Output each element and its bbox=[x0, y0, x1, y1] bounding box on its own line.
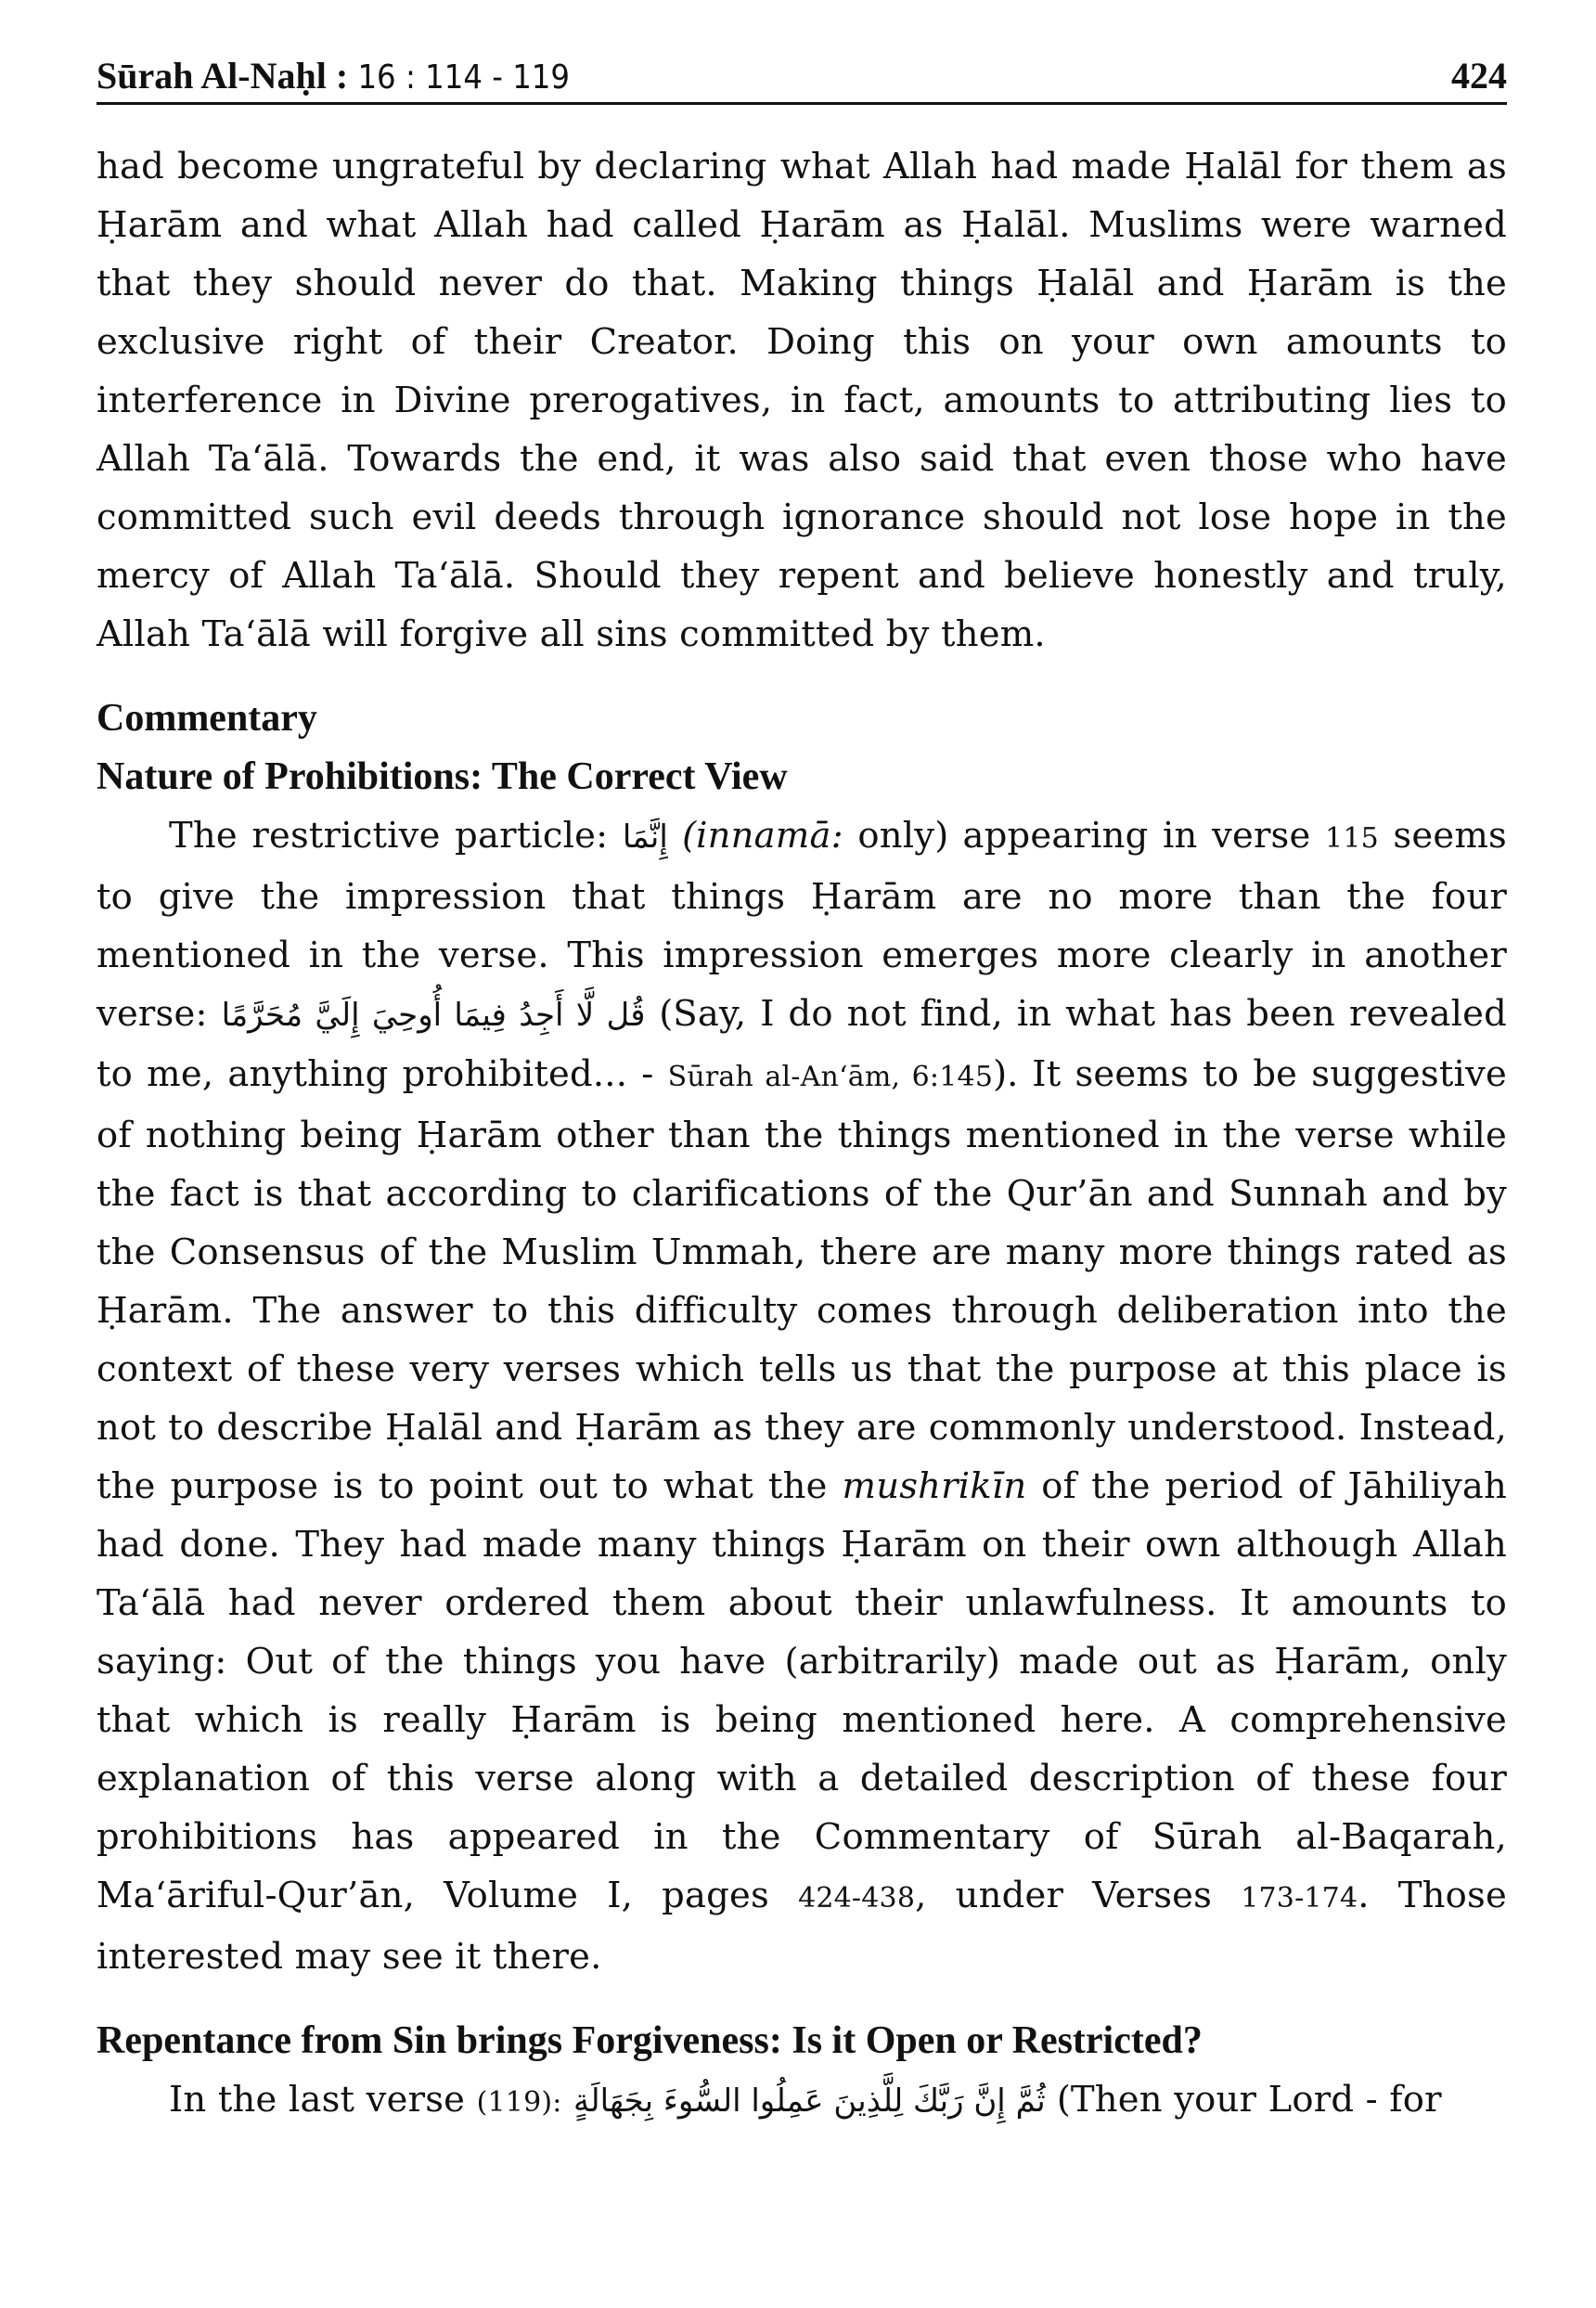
verse-number: (119): bbox=[476, 2086, 562, 2119]
heading-commentary: Commentary bbox=[97, 697, 317, 740]
verse-number: 115 bbox=[1325, 822, 1379, 855]
verse-range-ref: 173-174 bbox=[1241, 1882, 1358, 1915]
page-range: 424-438 bbox=[798, 1882, 916, 1915]
arabic-verse-119: ثُمَّ إِنَّ رَبَّكَ لِلَّذِينَ عَمِلُوا السُّوءَ بِجَهَالَةٍ bbox=[573, 2082, 1046, 2120]
reference-anam: Sūrah al-An‘ām, 6:145 bbox=[667, 1061, 994, 1093]
paragraph-repentance: In the last verse (119): ثُمَّ إِنَّ رَبَّكَ لِلَّذِينَ عَمِلُوا السُّوءَ بِجَهَالَةٍ (Then your Lord - for bbox=[169, 2079, 1442, 2121]
spacer bbox=[97, 1986, 1507, 2012]
arabic-innama: إِنَّمَا bbox=[622, 819, 668, 856]
surah-title: Sūrah Al-Naḥl : bbox=[97, 55, 349, 97]
heading-repentance: Repentance from Sin brings Forgiveness: Is it Open or Restricted? bbox=[97, 2019, 1203, 2062]
page-body bbox=[97, 137, 1507, 2132]
italic-mushrikin: mushrikīn bbox=[842, 1465, 1027, 1507]
paragraph-intro: had become ungrateful by declaring what Allah had made Ḥalāl for them as Ḥarām and what Allah had called Ḥarām as Ḥalāl. Muslims were warned that they should never do that. Making things Ḥalāl and Ḥarām is the exclusive right of their Creator. Doing this on your own amounts to interference in Divine prerogatives, in fact, amounts to attributing lies to Allah Ta‘ālā. Towards the end, it was also said that even those who have committed such evil deeds through ignorance should not lose hope in the mercy of Allah Ta‘ālā. Should they repent and believe honestly and truly, Allah Ta‘ālā will forgive all sins committed by them. bbox=[97, 146, 1507, 655]
arabic-verse-anam: قُل لَّا أَجِدُ فِيمَا أُوحِيَ إِلَيَّ مُحَرَّمًا bbox=[221, 997, 646, 1034]
running-title bbox=[97, 54, 570, 97]
italic-innama: (innamā: bbox=[682, 815, 843, 857]
heading-nature-of-prohibitions: Nature of Prohibitions: The Correct View bbox=[97, 755, 788, 798]
paragraph-prohibitions: The restrictive particle: إِنَّمَا (innamā: only) appearing in verse 115 seems to give the impression that things Ḥarām are no more than the four mentioned in the verse. This impression emerges more clearly in another verse: قُل لَّا أَجِدُ فِيمَا أُوحِيَ إِلَيَّ مُحَرَّمًا (Say, I do not find, in what has been revealed to me, anything prohibited... - Sūrah al-An‘ām, 6:145). It seems to be suggestive of nothing being Ḥarām other than the things mentioned in the verse while the fact is that according to clarifications of the Qur’ān and Sunnah and by the Consensus of the Muslim Ummah, there are many more things rated as Ḥarām. The answer to this difficulty comes through deliberation into the context of these very verses which tells us that the purpose at this place is not to describe Ḥalāl and Ḥarām as they are commonly understood. Instead, the purpose is to point out to what the mushrikīn of the period of Jāhiliyah had done. They had made many things Ḥarām on their own although Allah Ta‘ālā had never ordered them about their unlawfulness. It amounts to saying: Out of the things you have (arbitrarily) made out as Ḥarām, only that which is really Ḥarām is being mentioned here. A comprehensive explanation of this verse along with a detailed description of these four prohibitions has appeared in the Commentary of Sūrah al-Baqarah, Ma‘āriful-Qur’ān, Volume I, pages 424-438, under Verses 173-174. Those interested may see it there. bbox=[97, 815, 1508, 1978]
page-header bbox=[97, 48, 1507, 105]
page-number: 424 bbox=[1451, 55, 1507, 97]
verse-range: 16 : 114 - 119 bbox=[348, 58, 571, 97]
spacer bbox=[97, 664, 1507, 690]
